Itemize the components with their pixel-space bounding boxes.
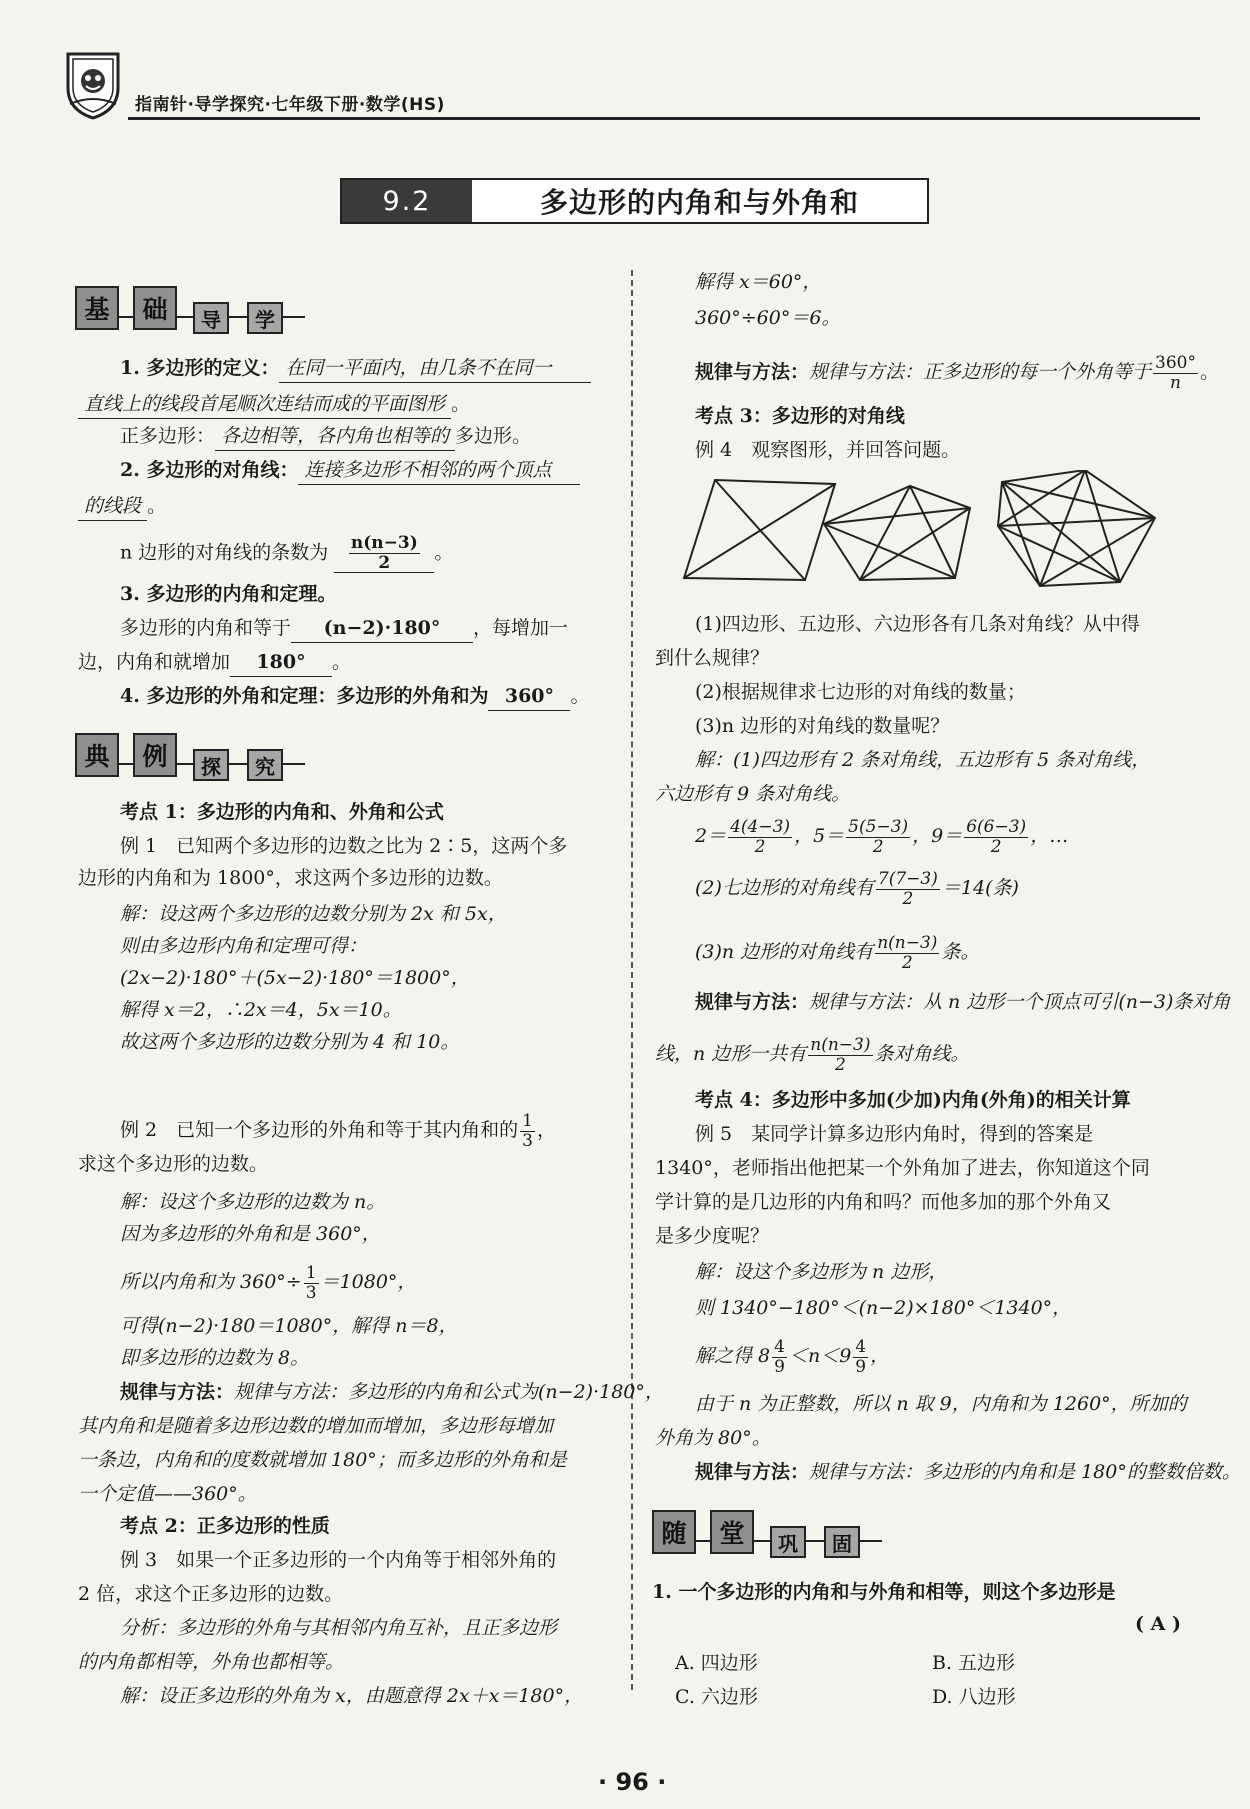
topic-heading: 考点 1：多边形的内角和、外角和公式 xyxy=(120,801,444,823)
banner-char: 典 xyxy=(75,733,119,777)
example-text: 求这个多边形的边数。 xyxy=(78,1153,269,1175)
solution-line: (3)n 边形的对角线有 $\frac{n(n-3)}{2}$ 条。 xyxy=(695,933,980,973)
basics-line: 1. 多边形的定义： 在同一平面内，由几条不在同一 xyxy=(120,356,591,383)
method-note: 线，n 边形一共有 $\frac{n(n-3)}{2}$ 条对角线。 xyxy=(655,1035,970,1075)
solution-line: 解：设正多边形的外角为 x，由题意得 2x＋x＝180°， xyxy=(120,1685,584,1707)
pentagon-shape xyxy=(824,486,970,580)
filled-answer: 在同一平面内，由几条不在同一 xyxy=(279,356,591,383)
choice-b: B. 五边形 xyxy=(932,1652,1016,1674)
method-note: 规律与方法：规律与方法：多边形的内角和公式为(n−2)·180°， xyxy=(120,1381,664,1403)
filled-answer: 180° xyxy=(230,650,332,677)
choice-a: A. 四边形 xyxy=(675,1652,758,1674)
method-note: 其内角和是随着多边形边数的增加而增加，多边形每增加 xyxy=(78,1415,554,1437)
basics-line: 正多边形： 各边相等，各内角也相等的 多边形。 xyxy=(120,424,531,451)
choice-c: C. 六边形 xyxy=(675,1686,758,1708)
example-text: 边形的内角和为 1800°，求这两个多边形的边数。 xyxy=(78,867,503,889)
solution-line: 解：(1)四边形有 2 条对角线，五边形有 5 条对角线， xyxy=(695,749,1151,771)
analysis-line: 的内角都相等，外角也都相等。 xyxy=(78,1651,345,1673)
example-text: 例 5 某同学计算多边形内角时，得到的答案是 xyxy=(695,1123,1094,1145)
basics-line: 直线上的线段首尾顺次连结而成的平面图形 。 xyxy=(78,392,470,419)
practice-question: 1. 一个多边形的内角和与外角和相等，则这个多边形是 xyxy=(652,1581,1116,1603)
polygon-diagonals-figure xyxy=(680,470,1160,590)
banner-basics xyxy=(75,286,305,334)
solution-line: 外角为 80°。 xyxy=(655,1427,771,1449)
banner-practice xyxy=(652,1510,882,1558)
topic-heading: 考点 3：多边形的对角线 xyxy=(695,405,905,427)
basics-line: 2. 多边形的对角线： 连接多边形不相邻的两个顶点 xyxy=(120,458,580,485)
filled-answer: 连接多边形不相邻的两个顶点 xyxy=(298,458,580,485)
topic-heading: 考点 2：正多边形的性质 xyxy=(120,1515,330,1537)
topic-heading: 考点 4：多边形中多加(少加)内角(外角)的相关计算 xyxy=(695,1089,1131,1111)
basics-line: 边，内角和就增加 180° 。 xyxy=(78,650,351,677)
example-text: 例 2 已知一个多边形的外角和等于其内角和的 $\frac{1}{3}$ ， xyxy=(120,1111,556,1151)
question-line: (2)根据规律求七边形的对角线的数量； xyxy=(695,681,1026,703)
question-line: (1)四边形、五边形、六边形各有几条对角线？从中得 xyxy=(695,613,1140,635)
solution-line: 由于 n 为正整数，所以 n 取 9，内角和为 1260°，所加的 xyxy=(695,1393,1187,1415)
filled-answer: 各边相等，各内角也相等的 xyxy=(215,424,455,451)
banner-examples xyxy=(75,733,305,781)
filled-answer: 的线段 xyxy=(78,494,147,521)
solution-line: 解：设这个多边形为 n 边形， xyxy=(695,1261,948,1283)
filled-answer: 直线上的线段首尾顺次连结而成的平面图形 xyxy=(78,392,451,419)
method-note: 一个定值——360°。 xyxy=(78,1483,257,1505)
example-text: 例 4 观察图形，并回答问题。 xyxy=(695,439,961,461)
banner-char: 堂 xyxy=(710,1510,754,1554)
method-note: 规律与方法：规律与方法：正多边形的每一个外角等于 $\frac{360^\circ}{n}$ 。 xyxy=(695,353,1219,393)
banner-char: 例 xyxy=(133,733,177,777)
banner-char: 础 xyxy=(133,286,177,330)
solution-line: 则由多边形内角和定理可得： xyxy=(120,935,368,957)
solution-line: 可得(n−2)·180＝1080°，解得 n＝8， xyxy=(120,1315,458,1337)
basics-line: n 边形的对角线的条数为 $\frac{n(n-3)}{2}$ 。 xyxy=(120,533,454,573)
solution-line: 故这两个多边形的边数分别为 4 和 10。 xyxy=(120,1031,460,1053)
solution-line: 2＝ $\frac{4(4-3)}{2}$ ，5＝ $\frac{5(5-3)}{2}$ ，9＝ $\frac{6(6-3)}{2}$ ，… xyxy=(695,817,1069,857)
solution-line: 所以内角和为 360°÷ $\frac{1}{3}$ ＝1080°， xyxy=(120,1263,417,1303)
hexagon-shape xyxy=(998,470,1155,586)
basics-line: 多边形的内角和等于 (n−2)·180° ，每增加一 xyxy=(120,616,568,643)
quadrilateral-shape xyxy=(684,480,835,580)
example-text: 2 倍，求这个正多边形的边数。 xyxy=(78,1583,344,1605)
solution-line: 解得 x＝2，∴2x＝4，5x＝10。 xyxy=(120,999,402,1021)
column-divider xyxy=(631,270,633,1690)
filled-answer: 360° xyxy=(488,684,570,711)
solution-line: 解之得 8 $\frac{4}{9}$ ＜n＜9 $\frac{4}{9}$ ， xyxy=(695,1337,890,1377)
choice-d: D. 八边形 xyxy=(932,1686,1016,1708)
section-title: 多边形的内角和与外角和 xyxy=(539,186,859,219)
question-line: 到什么规律？ xyxy=(655,647,770,669)
banner-char: 究 xyxy=(247,749,283,781)
answer-tag: ( A ) xyxy=(1135,1613,1181,1635)
section-number: 9.2 xyxy=(342,180,472,222)
solution-line: 解得 x＝60°， xyxy=(695,271,822,293)
banner-char: 随 xyxy=(652,1510,696,1554)
solution-line: 360°÷60°＝6。 xyxy=(695,307,841,329)
solution-line: 六边形有 9 条对角线。 xyxy=(655,783,851,805)
banner-char: 基 xyxy=(75,286,119,330)
method-note: 规律与方法：规律与方法：从 n 边形一个顶点可引(n−3)条对角 xyxy=(695,991,1231,1013)
solution-line: 解：设这两个多边形的边数分别为 2x 和 5x， xyxy=(120,903,507,925)
banner-char: 探 xyxy=(193,749,229,781)
solution-line: 因为多边形的外角和是 360°， xyxy=(120,1223,381,1245)
solution-line: (2x−2)·180°＋(5x−2)·180°＝1800°， xyxy=(120,967,470,989)
solution-line: 解：设这个多边形的边数为 n。 xyxy=(120,1191,386,1213)
header-rule xyxy=(128,117,1200,120)
example-text: 例 1 已知两个多边形的边数之比为 2∶5，这两个多 xyxy=(120,835,568,857)
example-text: 是多少度呢？ xyxy=(655,1225,770,1247)
banner-char: 固 xyxy=(824,1526,860,1558)
basics-line: 的线段 。 xyxy=(78,494,166,521)
method-note: 规律与方法：规律与方法：多边形的内角和是 180°的整数倍数。 xyxy=(695,1461,1241,1483)
filled-answer: (n−2)·180° xyxy=(291,616,473,643)
section-title-box xyxy=(340,178,929,224)
filled-answer: $\frac{n(n-3)}{2}$ xyxy=(334,534,434,573)
example-text: 1340°，老师指出他把某一个外角加了进去，你知道这个同 xyxy=(655,1157,1150,1179)
banner-char: 学 xyxy=(247,302,283,334)
basics-line: 3. 多边形的内角和定理。 xyxy=(120,583,337,605)
method-note: 一条边，内角和的度数就增加 180°；而多边形的外角和是 xyxy=(78,1449,567,1471)
analysis-line: 分析：多边形的外角与其相邻内角互补，且正多边形 xyxy=(120,1617,558,1639)
basics-line: 4. 多边形的外角和定理：多边形的外角和为 360° 。 xyxy=(120,684,589,711)
banner-char: 导 xyxy=(193,302,229,334)
solution-line: 即多边形的边数为 8。 xyxy=(120,1347,310,1369)
solution-line: 则 1340°−180°＜(n−2)×180°＜1340°， xyxy=(695,1297,1072,1319)
question-line: (3)n 边形的对角线的数量呢？ xyxy=(695,715,950,737)
solution-line: (2)七边形的对角线有 $\frac{7(7-3)}{2}$ ＝14(条) xyxy=(695,869,1019,909)
example-text: 例 3 如果一个正多边形的一个内角等于相邻外角的 xyxy=(120,1549,557,1571)
book-series-line: 指南针·导学探究·七年级下册·数学(HS) xyxy=(135,95,445,115)
banner-char: 巩 xyxy=(770,1526,806,1558)
publisher-logo xyxy=(62,48,124,120)
page-number: · 96 · xyxy=(598,1768,667,1796)
example-text: 学计算的是几边形的内角和吗？而他多加的那个外角又 xyxy=(655,1191,1112,1213)
